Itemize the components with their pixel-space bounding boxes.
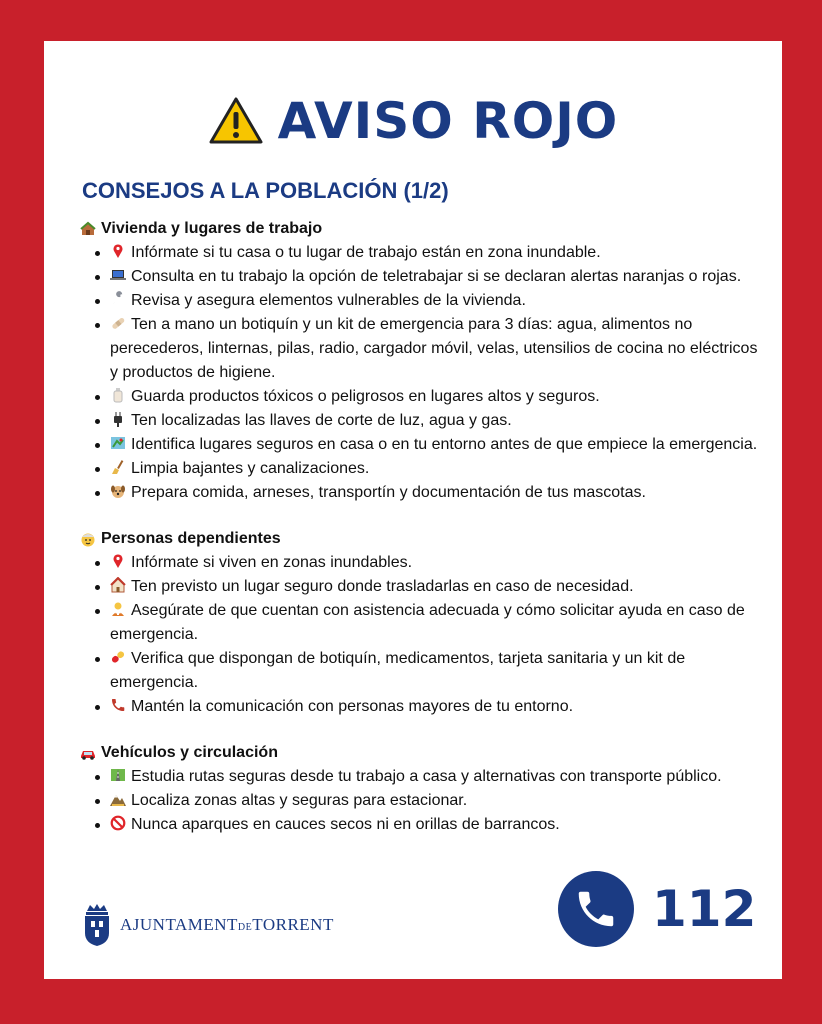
- warning-icon: [208, 96, 264, 146]
- car-icon: [80, 745, 96, 761]
- page-title: AVISO ROJO: [277, 92, 619, 150]
- list-item-text: Consulta en tu trabajo la opción de teletrabajar si se declaran alertas naranjas o rojas.: [131, 268, 742, 285]
- broom-icon: [110, 459, 126, 475]
- list-item: [80, 695, 760, 719]
- phone-icon: [558, 871, 634, 947]
- header: [44, 93, 782, 149]
- section-heading: [80, 741, 760, 765]
- list-item: [80, 789, 760, 813]
- logo-text: AJUNTAMENTDETORRENT: [120, 915, 334, 934]
- ajuntament-logo: [82, 903, 334, 947]
- list-item-text: Asegúrate de que cuentan con asistencia adecuada y cómo solicitar ayuda en caso de emergencia.: [110, 602, 745, 643]
- list-item: [80, 289, 760, 313]
- list-item-text: Ten localizadas las llaves de corte de luz, agua y gas.: [131, 412, 512, 429]
- pin-icon: [110, 243, 126, 259]
- list-item-text: Ten a mano un botiquín y un kit de emergencia para 3 días: agua, alimentos no perecederos, linternas, pilas, radio, cargador móvil, velas, utensilios de cocina no eléctricos y productos de higiene.: [110, 316, 758, 381]
- list-item: [80, 457, 760, 481]
- wrench-icon: [110, 291, 126, 307]
- list-item-text: Estudia rutas seguras desde tu trabajo a casa y alternativas con transporte público.: [131, 768, 722, 785]
- bottle-icon: [110, 387, 126, 403]
- list-item: [80, 241, 760, 265]
- coat-of-arms-icon: [82, 903, 112, 947]
- advice-section: [80, 741, 760, 837]
- pill-icon: [110, 649, 126, 665]
- list-item-text: Verifica que dispongan de botiquín, medicamentos, tarjeta sanitaria y un kit de emergencia.: [110, 650, 686, 691]
- house-icon: [80, 221, 96, 237]
- section-heading: [80, 527, 760, 551]
- list-item-text: Infórmate si viven en zonas inundables.: [131, 554, 413, 571]
- notice-card: [44, 41, 782, 979]
- section-heading-text: Vivienda y lugares de trabajo: [101, 220, 323, 237]
- list-item-text: Prepara comida, arneses, transportín y documentación de tus mascotas.: [131, 484, 646, 501]
- list-item-text: Revisa y asegura elementos vulnerables de la vivienda.: [131, 292, 526, 309]
- phone-number: 112: [652, 880, 757, 938]
- list-item: [80, 647, 760, 695]
- section-heading: [80, 217, 760, 241]
- list-item: [80, 385, 760, 409]
- section-heading-text: Vehículos y circulación: [101, 744, 278, 761]
- dog-icon: [110, 483, 126, 499]
- advice-content: [80, 217, 760, 859]
- list-item-text: Limpia bajantes y canalizaciones.: [131, 460, 370, 477]
- home-icon: [110, 577, 126, 593]
- list-item-text: Ten previsto un lugar seguro donde trasladarlas en caso de necesidad.: [131, 578, 634, 595]
- section-heading-text: Personas dependientes: [101, 530, 281, 547]
- elderly-icon: [80, 531, 96, 547]
- road-icon: [110, 767, 126, 783]
- advice-section: [80, 527, 760, 719]
- list-item: [80, 313, 760, 385]
- list-item-text: Identifica lugares seguros en casa o en tu entorno antes de que empiece la emergencia.: [131, 436, 758, 453]
- bandage-icon: [110, 315, 126, 331]
- list-item-text: Guarda productos tóxicos o peligrosos en lugares altos y seguros.: [131, 388, 600, 405]
- advice-list: [80, 551, 760, 719]
- list-item-text: Nunca aparques en cauces secos ni en orillas de barrancos.: [131, 816, 560, 833]
- list-item-text: Localiza zonas altas y seguras para estacionar.: [131, 792, 468, 809]
- emergency-phone: [558, 871, 756, 947]
- laptop-icon: [110, 267, 126, 283]
- pin-icon: [110, 553, 126, 569]
- map-icon: [110, 435, 126, 451]
- caregiver-icon: [110, 601, 126, 617]
- list-item: [80, 265, 760, 289]
- section-subtitle: CONSEJOS A LA POBLACIÓN (1/2): [82, 178, 449, 203]
- phone-icon: [110, 697, 126, 713]
- list-item: [80, 599, 760, 647]
- advice-list: [80, 765, 760, 837]
- list-item: [80, 551, 760, 575]
- list-item: [80, 765, 760, 789]
- plug-icon: [110, 411, 126, 427]
- advice-list: [80, 241, 760, 505]
- advice-section: [80, 217, 760, 505]
- list-item: [80, 409, 760, 433]
- list-item-text: Mantén la comunicación con personas mayores de tu entorno.: [131, 698, 574, 715]
- prohibited-icon: [110, 815, 126, 831]
- mountain-icon: [110, 791, 126, 807]
- list-item-text: Infórmate si tu casa o tu lugar de trabajo están en zona inundable.: [131, 244, 601, 261]
- list-item: [80, 575, 760, 599]
- list-item: [80, 433, 760, 457]
- list-item: [80, 481, 760, 505]
- list-item: [80, 813, 760, 837]
